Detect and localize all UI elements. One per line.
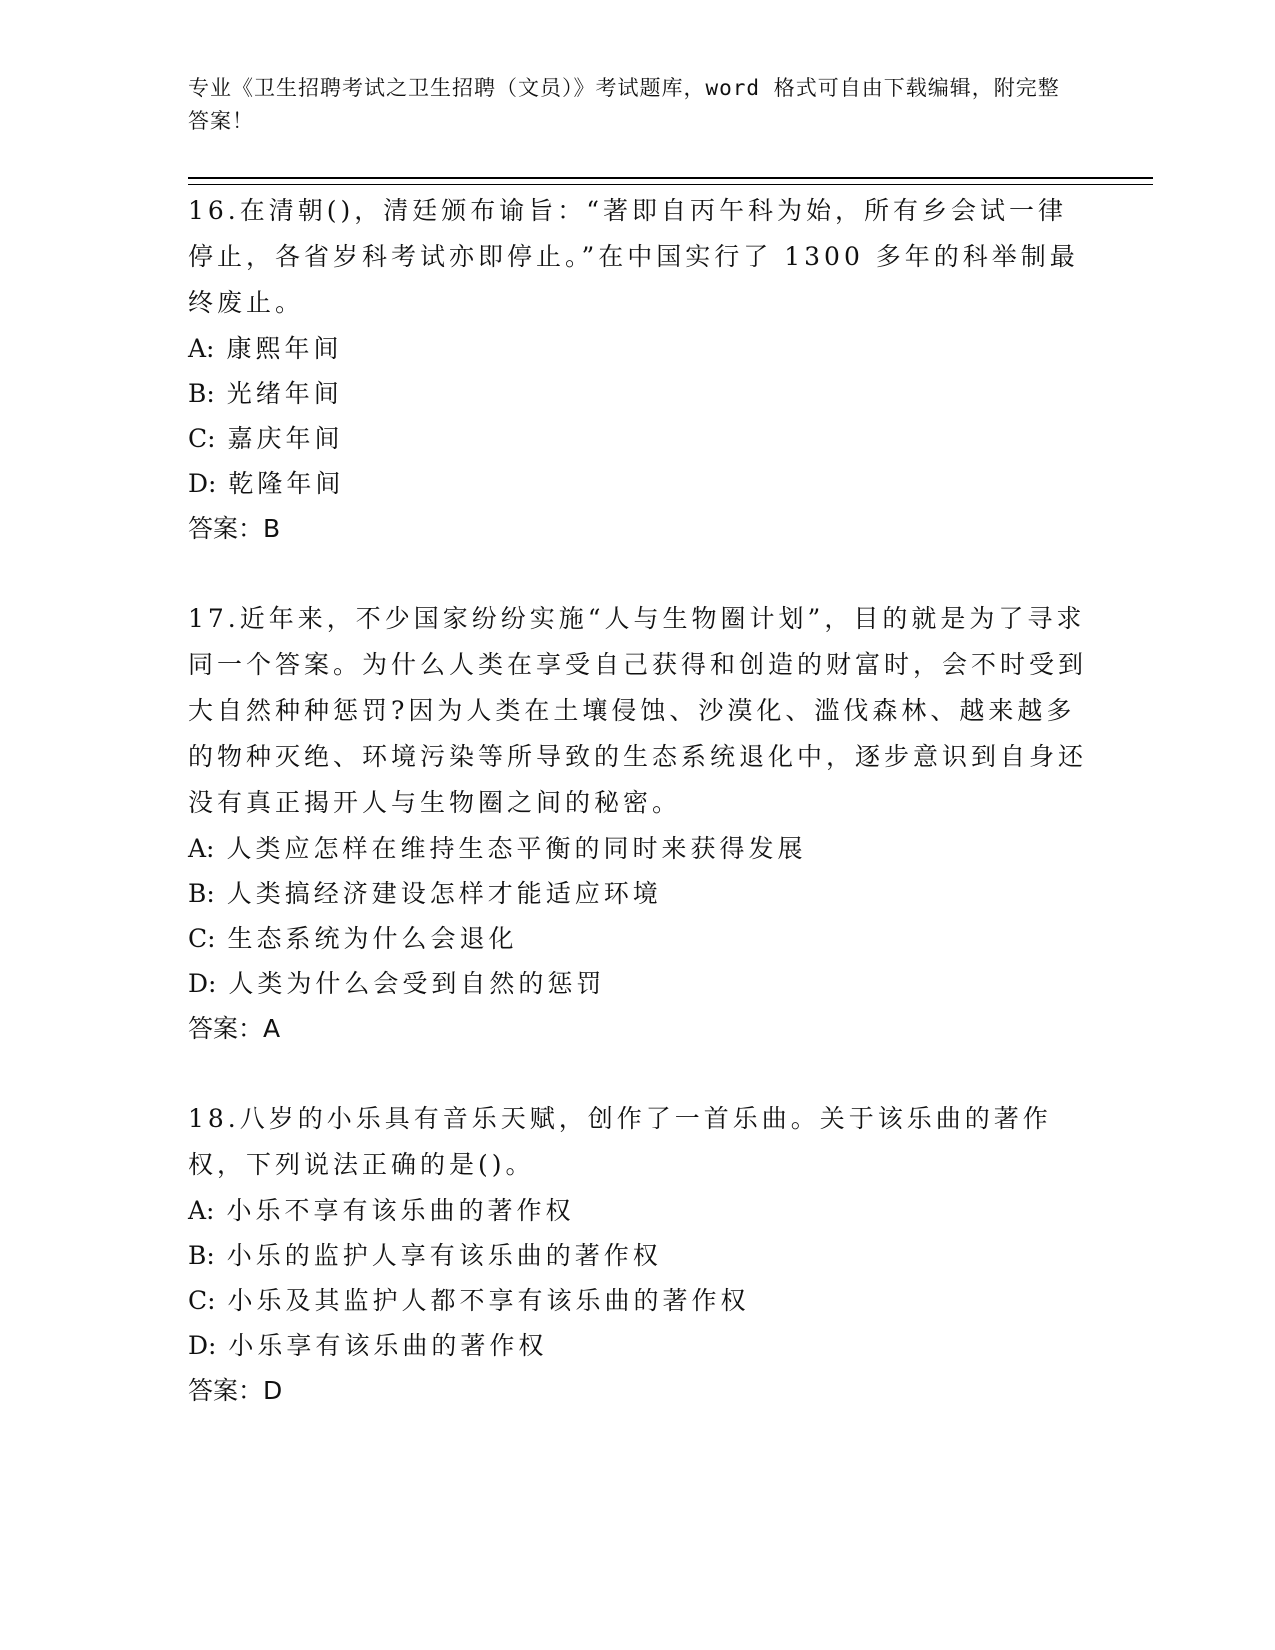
answer-value: A [263,1014,281,1043]
option-text: 嘉庆年间 [227,424,344,453]
option-letter: C: [188,1286,216,1315]
answer-label: 答案： [188,1014,264,1043]
option-text: 光绪年间 [226,379,343,408]
option-a [188,826,1088,871]
header-divider-thick [188,177,1153,179]
answer-line [188,1368,1088,1414]
question-stem [188,596,1088,826]
option-c [188,1278,1088,1323]
header-divider-thin [188,184,1153,185]
option-d [188,461,1088,506]
page-header: 专业《卫生招聘考试之卫生招聘（文员）》考试题库，word 格式可自由下载编辑，附完整答案！ [188,76,1060,133]
option-letter: B: [188,379,215,408]
option-letter: A: [188,834,215,863]
option-a [188,326,1088,371]
question-text: 在清朝()，清廷颁布谕旨：“著即自丙午科为始，所有乡会试一律停止，各省岁科考试亦即停止。”在中国实行了 1300 多年的科举制最终废止。 [188,196,1079,317]
answer-label: 答案： [188,514,264,543]
option-letter: C: [188,924,216,953]
option-letter: D: [188,969,217,998]
question-number: 16. [188,196,240,225]
option-b [188,871,1088,916]
answer-value: D [263,1376,283,1405]
option-b [188,1233,1088,1278]
question-stem [188,1096,1088,1188]
option-c [188,916,1088,961]
question-list [188,188,1088,1458]
option-letter: C: [188,424,216,453]
question-text: 八岁的小乐具有音乐天赋，创作了一首乐曲。关于该乐曲的著作权，下列说法正确的是()。 [188,1104,1052,1179]
option-letter: D: [188,469,217,498]
option-text: 人类搞经济建设怎样才能适应环境 [226,879,662,908]
option-letter: D: [188,1331,217,1360]
option-letter: B: [188,1241,215,1270]
answer-value: B [263,514,281,543]
option-letter: A: [188,334,215,363]
option-text: 小乐及其监护人都不享有该乐曲的著作权 [227,1286,750,1315]
question-text: 近年来，不少国家纷纷实施“人与生物圈计划”，目的就是为了寻求同一个答案。为什么人类在享受自己获得和创造的财富时，会不时受到大自然种种惩罚?因为人类在土壤侵蚀、沙漠化、滥伐森林、越来越多的物种灭绝、环境污染等所导致的生态系统退化中，逐步意识到自身还没有真正揭开人与生物圈之间的秘密。 [188,604,1088,817]
option-d [188,1323,1088,1368]
option-text: 人类为什么会受到自然的惩罚 [228,969,606,998]
option-d [188,961,1088,1006]
question-17 [188,596,1088,1052]
option-text: 小乐享有该乐曲的著作权 [228,1331,548,1360]
answer-line [188,506,1088,552]
option-letter: B: [188,879,215,908]
option-text: 乾隆年间 [228,469,345,498]
option-b [188,371,1088,416]
option-text: 小乐的监护人享有该乐曲的著作权 [226,1241,662,1270]
option-text: 小乐不享有该乐曲的著作权 [226,1196,575,1225]
question-number: 17. [188,604,240,633]
question-stem [188,188,1088,326]
answer-line [188,1006,1088,1052]
question-16 [188,188,1088,552]
option-text: 人类应怎样在维持生态平衡的同时来获得发展 [226,834,807,863]
option-text: 康熙年间 [226,334,343,363]
answer-label: 答案： [188,1376,264,1405]
question-18 [188,1096,1088,1414]
question-number: 18. [188,1104,240,1133]
option-text: 生态系统为什么会退化 [227,924,518,953]
option-letter: A: [188,1196,215,1225]
option-a [188,1188,1088,1233]
option-c [188,416,1088,461]
